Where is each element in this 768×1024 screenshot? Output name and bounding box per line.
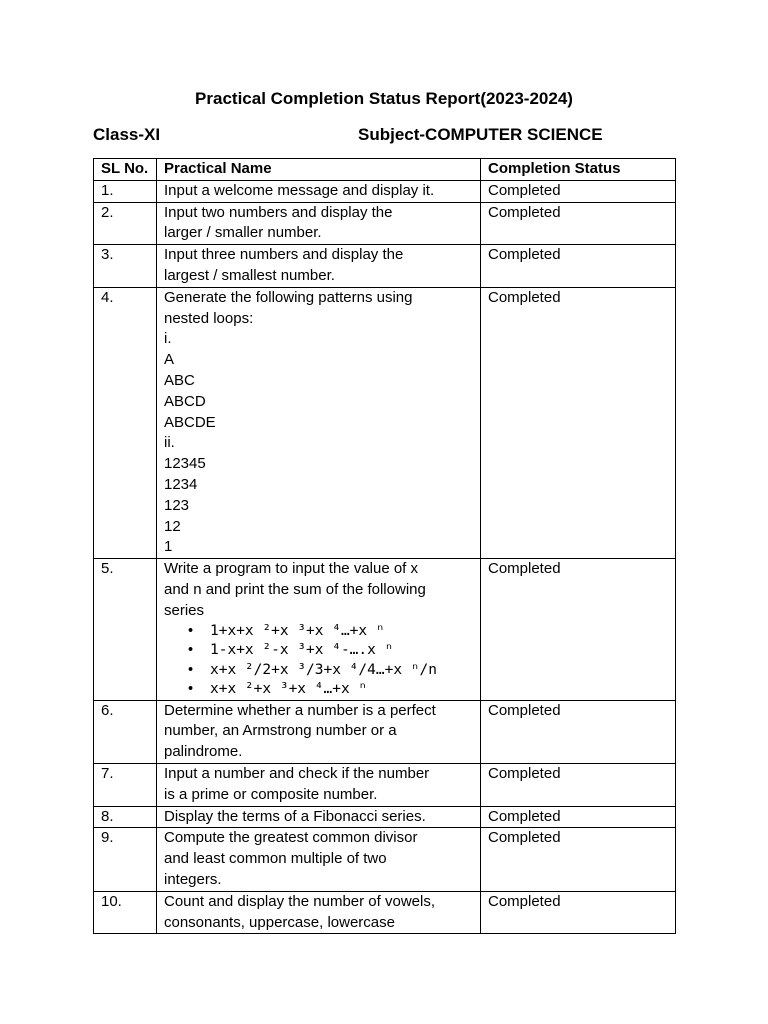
- practical-name-line: ABC: [164, 371, 195, 389]
- table-row: [94, 202, 676, 245]
- completion-status-cell: Completed: [481, 763, 676, 806]
- practical-name-line: Input a welcome message and display it.: [164, 181, 435, 199]
- practical-name-line: Input two numbers and display the: [164, 203, 393, 221]
- practical-name-cell: [157, 202, 481, 245]
- table-body: [94, 180, 676, 934]
- practical-status-table: [93, 158, 676, 934]
- practical-name-line: nested loops:: [164, 309, 254, 327]
- practical-name-line: ii.: [164, 434, 175, 452]
- practical-name-line: Input three numbers and display the: [164, 246, 404, 264]
- practical-name-line: Count and display the number of vowels,: [164, 892, 435, 910]
- completion-status-cell: Completed: [481, 828, 676, 891]
- practical-name-line: 1: [164, 538, 173, 556]
- practical-name-cell: [157, 891, 481, 934]
- completion-status-cell: Completed: [481, 700, 676, 763]
- sl-no-cell: 2.: [94, 202, 157, 245]
- practical-name-line: consonants, uppercase, lowercase: [164, 913, 395, 931]
- practical-name-line: A: [164, 351, 175, 369]
- bullet-icon: •: [188, 661, 194, 678]
- table-row: [94, 806, 676, 828]
- sl-no-cell: 3.: [94, 245, 157, 288]
- table-row: [94, 700, 676, 763]
- practical-name-line: Input a number and check if the number: [164, 764, 430, 782]
- series-formula: x+x ²/2+x ³/3+x ⁴/4…+x ⁿ/n: [210, 661, 437, 678]
- series-formula: 1+x+x ²+x ³+x ⁴…+x ⁿ: [210, 622, 385, 639]
- bullet-icon: •: [188, 642, 194, 659]
- practical-name-line: ABCDE: [164, 413, 216, 431]
- practical-name-cell: [157, 828, 481, 891]
- completion-status-cell: Completed: [481, 806, 676, 828]
- practical-name-line: 12345: [164, 455, 206, 473]
- practical-name-line: 123: [164, 496, 190, 514]
- table-row: [94, 245, 676, 288]
- practical-name-line: and n and print the sum of the following: [164, 580, 426, 598]
- practical-name-line: ABCD: [164, 392, 206, 410]
- practical-name-line: Generate the following patterns using: [164, 288, 413, 306]
- practical-name-cell: [157, 700, 481, 763]
- bullet-icon: •: [188, 622, 194, 639]
- series-formula: x+x ²+x ³+x ⁴…+x ⁿ: [210, 681, 368, 698]
- bullet-icon: •: [188, 681, 194, 698]
- subject-label: Subject-COMPUTER SCIENCE: [358, 125, 603, 144]
- completion-status-cell: Completed: [481, 180, 676, 202]
- practical-name-line: i.: [164, 330, 172, 348]
- sl-no-cell: 6.: [94, 700, 157, 763]
- completion-status-cell: Completed: [481, 245, 676, 288]
- practical-name-line: is a prime or composite number.: [164, 785, 378, 803]
- practical-name-line: and least common multiple of two: [164, 850, 387, 868]
- practical-name-line: Display the terms of a Fibonacci series.: [164, 807, 426, 825]
- practical-name-cell: [157, 180, 481, 202]
- class-label: Class-XI: [93, 125, 161, 144]
- sl-no-cell: 9.: [94, 828, 157, 891]
- practical-name-cell: [157, 245, 481, 288]
- sl-no-cell: 1.: [94, 180, 157, 202]
- header-completion-status: Completion Status: [481, 159, 676, 181]
- series-item: [188, 641, 474, 661]
- practical-name-line: integers.: [164, 870, 222, 888]
- table-row: [94, 180, 676, 202]
- sl-no-cell: 10.: [94, 891, 157, 934]
- practical-name-cell: [157, 806, 481, 828]
- practical-name-line: Determine whether a number is a perfect: [164, 701, 436, 719]
- completion-status-cell: Completed: [481, 287, 676, 558]
- header-practical-name: Practical Name: [157, 159, 481, 181]
- table-header-row: [94, 159, 676, 181]
- practical-name-cell: [157, 287, 481, 558]
- table-row: [94, 763, 676, 806]
- sl-no-cell: 8.: [94, 806, 157, 828]
- practical-name-line: larger / smaller number.: [164, 224, 322, 242]
- sl-no-cell: 5.: [94, 559, 157, 700]
- practical-name-line: largest / smallest number.: [164, 266, 335, 284]
- table-row: [94, 559, 676, 700]
- series-item: [188, 680, 474, 700]
- table-row: [94, 287, 676, 558]
- practical-name-cell: [157, 763, 481, 806]
- completion-status-cell: Completed: [481, 891, 676, 934]
- practical-name-line: series: [164, 601, 205, 619]
- series-formula: 1-x+x ²-x ³+x ⁴-….x ⁿ: [210, 642, 394, 659]
- completion-status-cell: Completed: [481, 202, 676, 245]
- table-row: [94, 828, 676, 891]
- practical-name-line: number, an Armstrong number or a: [164, 722, 397, 740]
- practical-name-line: Write a program to input the value of x: [164, 560, 419, 578]
- practical-name-cell: [157, 559, 481, 700]
- report-title: Practical Completion Status Report(2023-2024): [195, 89, 573, 108]
- table-row: [94, 891, 676, 934]
- practical-name-line: Compute the greatest common divisor: [164, 829, 418, 847]
- series-item: [188, 661, 474, 681]
- header-sl-no: SL No.: [94, 159, 157, 181]
- practical-name-line: 12: [164, 517, 181, 535]
- completion-status-cell: Completed: [481, 559, 676, 700]
- practical-name-line: palindrome.: [164, 743, 243, 761]
- series-list: [164, 622, 474, 700]
- series-item: [188, 622, 474, 642]
- sl-no-cell: 7.: [94, 763, 157, 806]
- practical-name-line: 1234: [164, 475, 198, 493]
- sl-no-cell: 4.: [94, 287, 157, 558]
